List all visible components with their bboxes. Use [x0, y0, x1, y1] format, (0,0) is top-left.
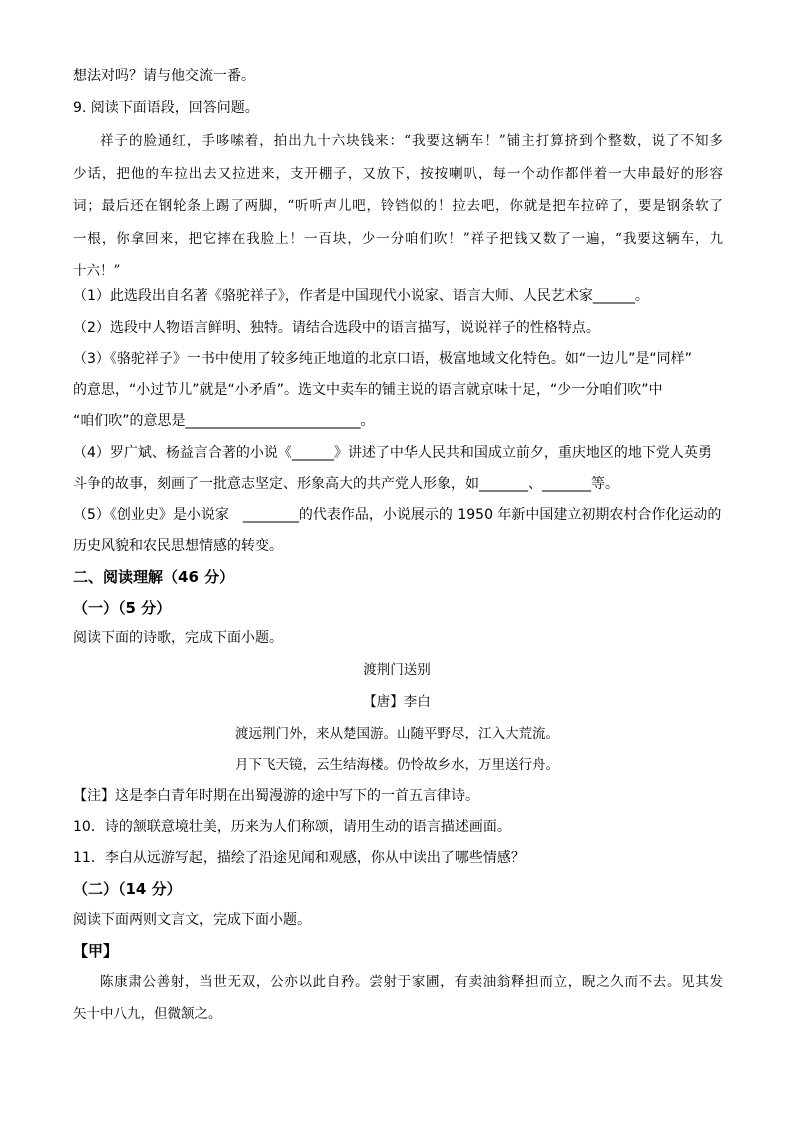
- q9-sub1: （1）此选段出自名著《骆驼祥子》，作者是中国现代小说家、语言大师、人民艺术家______。: [73, 288, 649, 304]
- poem-line: 月下飞天镜，云生结海楼。仍怜故乡水，万里送行舟。: [235, 757, 559, 773]
- q9-sub3-line: “咱们吹”的意思是_________________________。: [73, 413, 375, 429]
- part2-instruction: 阅读下面两则文言文，完成下面小题。: [73, 912, 311, 928]
- q9-sub3-line: （3）《骆驼祥子》一书中使用了较多纯正地道的北京口语，极富地域文化特色。如“一边儿”是“同样”: [73, 351, 692, 367]
- q9-sub4-line: （4）罗广斌、杨益言合著的小说《______》讲述了中华人民共和国成立前夕，重庆地区的地下党人英勇: [73, 445, 712, 461]
- q10-text: 10．诗的颔联意境壮美，历来为人们称颂，请用生动的语言描述画面。: [73, 819, 511, 835]
- q9-passage-line: 祥子的脸通红，手哆嗦着，拍出九十六块钱来：“我要这辆车！”铺主打算挤到个整数，说了不知多: [100, 133, 723, 149]
- section2-heading: 二、阅读理解（46 分）: [73, 568, 235, 586]
- part1-heading: （一）（5 分）: [73, 599, 172, 617]
- q9-stem: 9. 阅读下面语段，回答问题。: [73, 100, 259, 116]
- q11-text: 11．李白从远游写起，描绘了沿途见闻和观感，你从中读出了哪些情感？: [73, 850, 525, 866]
- part1-instruction: 阅读下面的诗歌，完成下面小题。: [73, 630, 283, 646]
- q9-sub3-line: 的意思，“小过节儿”就是“小矛盾”。选文中卖车的铺主说的语言就京味十足，“少一分咱们吹”中: [73, 382, 663, 398]
- q9-passage-line: 一根，你拿回来，把它摔在我脸上！一百块，少一分咱们吹！”祥子把钱又数了一遍，“我要这辆车，九: [73, 231, 723, 247]
- poem-title: 渡荆门送别: [363, 662, 431, 678]
- jia-text-line: 矢十中八九，但微颔之。: [73, 1006, 222, 1022]
- poem-author: 【唐】李白: [363, 694, 431, 710]
- poem-note: 【注】这是李白青年时期在出蜀漫游的途中写下的一首五言律诗。: [73, 788, 479, 804]
- q9-sub4-line: 斗争的故事，刻画了一批意志坚定、形象高大的共产党人形象，如_______、_______等。: [73, 476, 619, 492]
- q8-tail-text: 想法对吗？请与他交流一番。: [73, 68, 255, 84]
- q9-passage-line: 词；最后还在钢轮条上踢了两脚，“听听声儿吧，铃铛似的！拉去吧，你就是把车拉碎了，要是钢条软了: [73, 198, 723, 214]
- jia-text-line: 陈康肃公善射，当世无双，公亦以此自矜。尝射于家圃，有卖油翁释担而立，睨之久而不去。见其发: [100, 974, 723, 990]
- part2-heading: （二）（14 分）: [73, 880, 182, 898]
- q9-passage-line: 少话，把他的车拉出去又拉进来，支开棚子，又放下，按按喇叭，每一个动作都伴着一大串最好的形容: [73, 166, 723, 182]
- q9-sub5-line: （5）《创业史》是小说家 ________的代表作品，小说展示的 1950 年新中国建立初期农村合作化运动的: [73, 507, 722, 523]
- q9-sub2: （2）选段中人物语言鲜明、独特。请结合选段中的语言描写，说说祥子的性格特点。: [73, 320, 600, 336]
- jia-label: 【甲】: [73, 942, 119, 960]
- q9-sub5-line: 历史风貌和农民思想情感的转变。: [73, 538, 283, 554]
- poem-line: 渡远荆门外，来从楚国游。山随平野尽，江入大荒流。: [235, 726, 559, 742]
- q9-passage-line: 十六！”: [73, 263, 121, 279]
